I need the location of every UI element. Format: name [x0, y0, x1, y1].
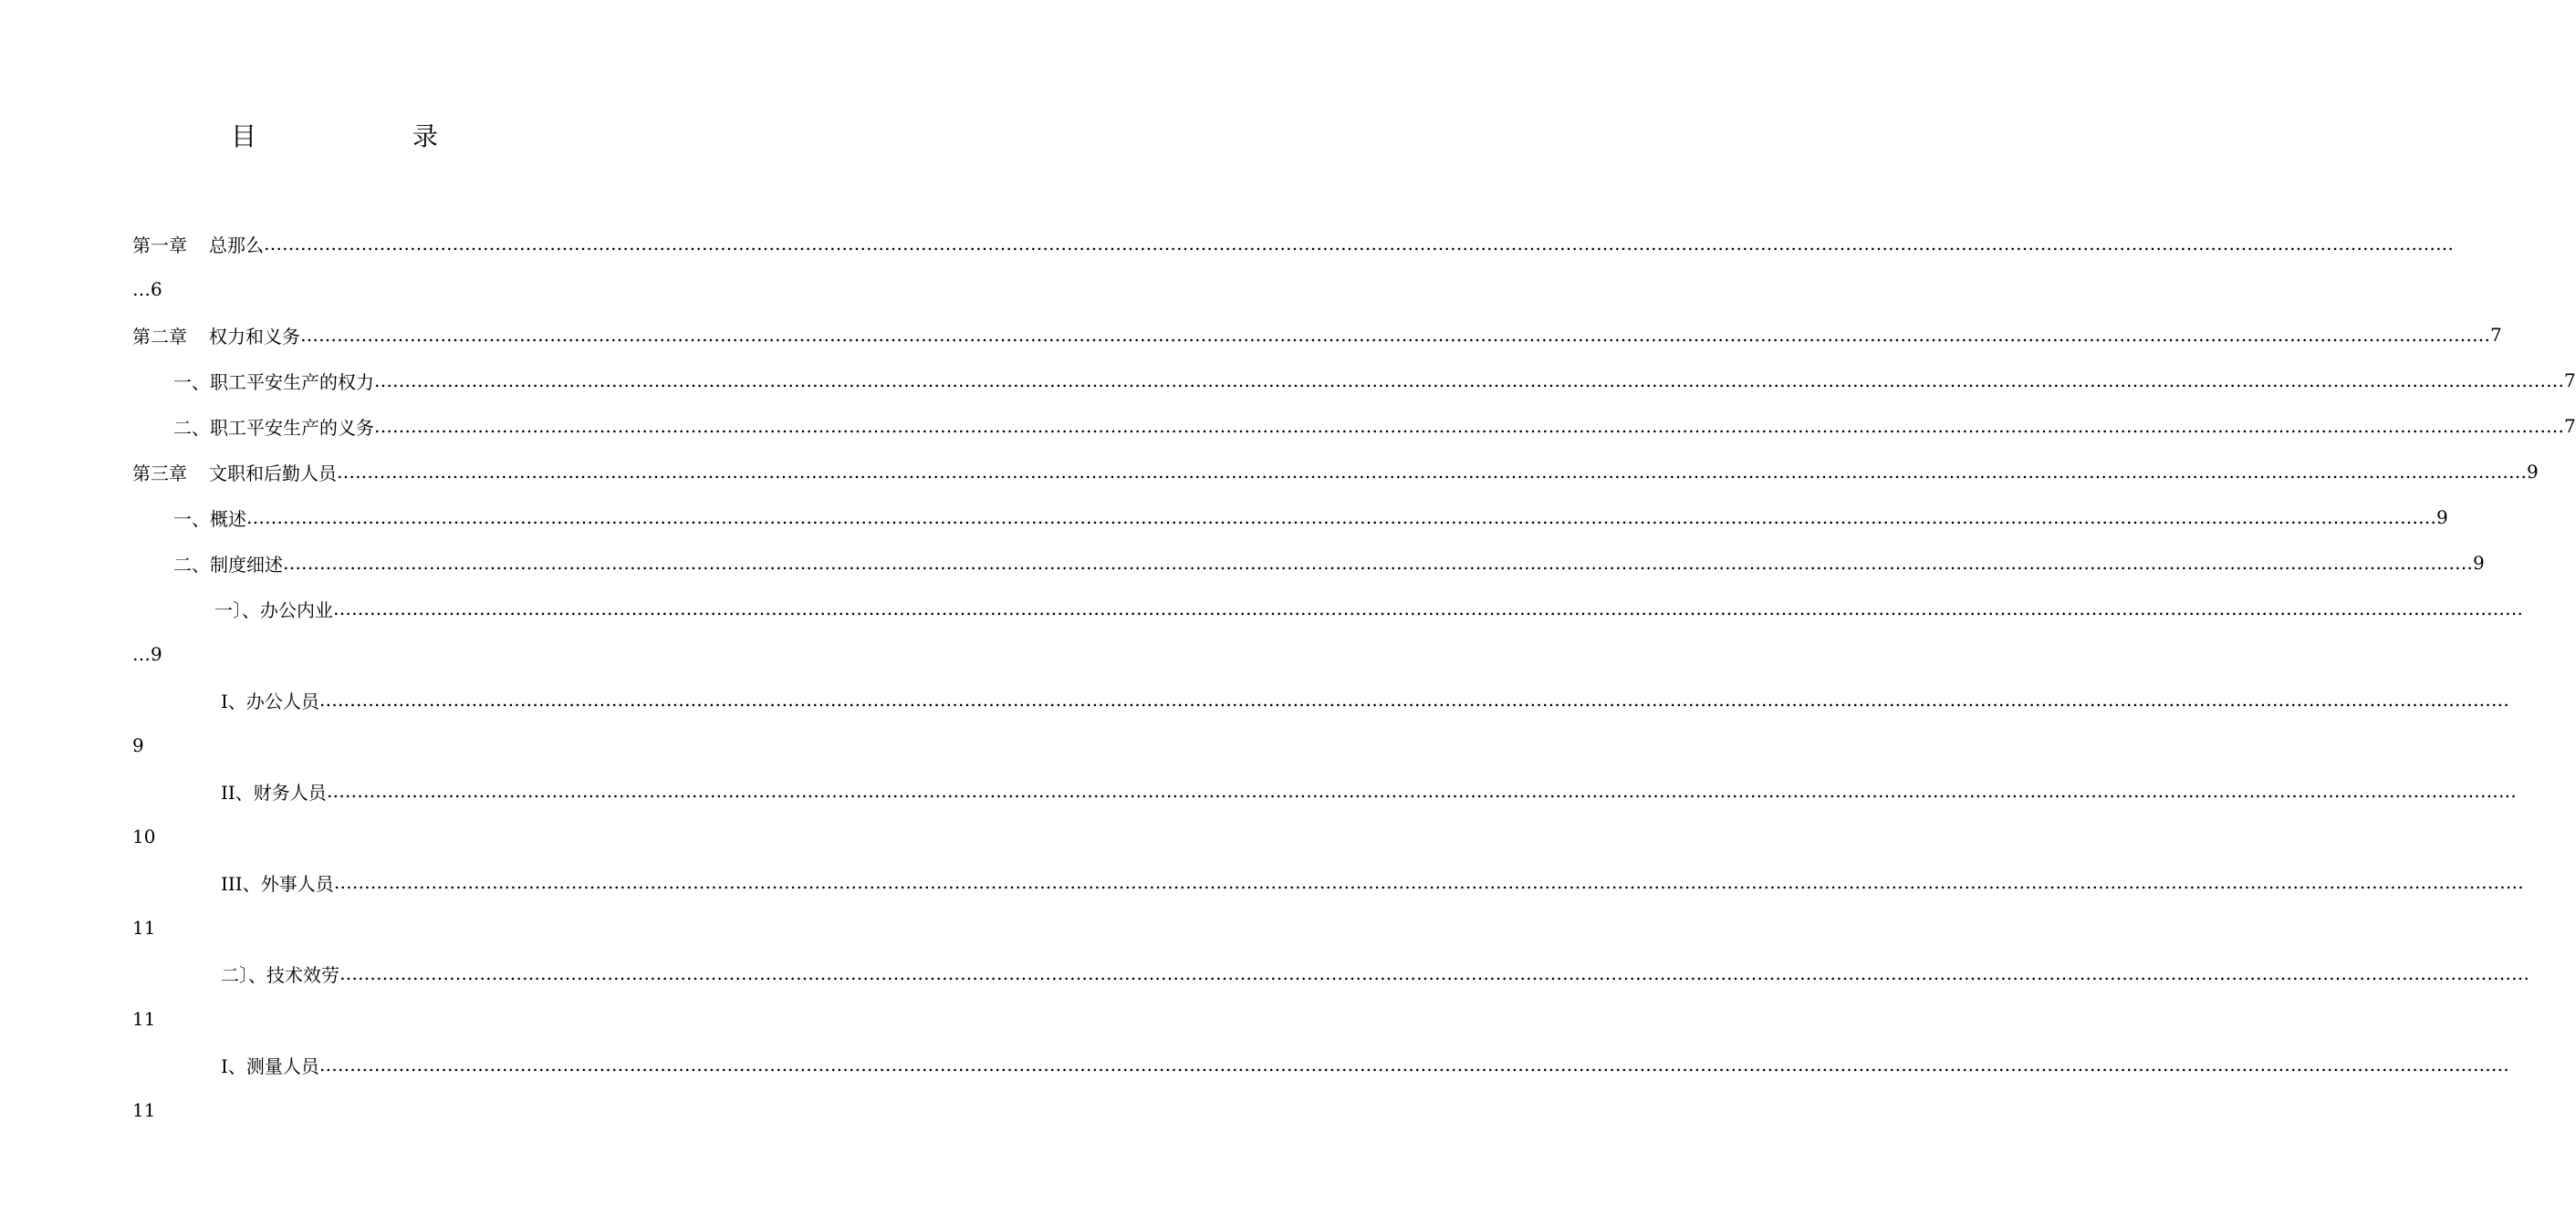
- toc-continuation-line: [132, 722, 735, 768]
- toc-dot-leader: ………………………………………………………………………………………………………………………………………………………………………………………………………………………………………………………………………………………………………………………………: [264, 233, 2454, 255]
- toc-page-number: 7: [2564, 415, 2576, 437]
- toc-continuation-line: [132, 266, 735, 312]
- toc-page-number: 11: [132, 1008, 156, 1030]
- toc-entry: [132, 1042, 2509, 1087]
- toc-chapter-number: 第一章: [132, 234, 187, 256]
- toc-entry-title: 一、概述: [173, 507, 246, 530]
- toc-continuation-line: [132, 814, 735, 859]
- toc-entry-title: II、财务人员: [221, 781, 327, 804]
- toc-dot-leader: ………………………………………………………………………………………………………………………………………………………………………………………………………………………………………………………………………………………………………………………………: [326, 780, 2517, 802]
- toc-page-number: 7: [2490, 324, 2502, 346]
- toc-entry-title: 权力和义务: [209, 325, 300, 348]
- toc-chapter-number: 第三章: [132, 462, 187, 484]
- toc-dot-leader: ………………………………………………………………………………………………………………………………………………………………………………………………………………………………………………………………………………………………………………………………: [246, 506, 2436, 528]
- toc-dot-leader: ………………………………………………………………………………………………………………………………………………………………………………………………………………………………………………………………………………………………………………………………: [374, 369, 2564, 391]
- toc-entry: [132, 358, 2576, 403]
- toc-dot-leader: ………………………………………………………………………………………………………………………………………………………………………………………………………………………………………………………………………………………………………………………………: [333, 871, 2524, 893]
- toc-dot-leader: ………………………………………………………………………………………………………………………………………………………………………………………………………………………………………………………………………………………………………………………………: [318, 1054, 2509, 1075]
- toc-dot-leader: ………………………………………………………………………………………………………………………………………………………………………………………………………………………………………………………………………………………………………………………………: [333, 597, 2523, 619]
- toc-continuation-line: [132, 996, 735, 1042]
- toc-dot-leader: ………………………………………………………………………………………………………………………………………………………………………………………………………………………………………………………………………………………………………………………………: [318, 689, 2509, 711]
- toc-entry-title: 一、职工平安生产的权力: [173, 370, 374, 393]
- toc-entry: [132, 221, 2454, 266]
- toc-entry-title: 二〕、技术效劳: [221, 963, 339, 986]
- toc-title-left: 目: [231, 121, 257, 151]
- toc-chapter-number: 第二章: [132, 325, 187, 348]
- toc-entry-title: 一〕、办公内业: [214, 598, 333, 621]
- toc-entry-title: I、测量人员: [221, 1055, 319, 1077]
- toc-entry: [132, 951, 2529, 996]
- toc-entry: [132, 768, 2517, 814]
- toc-page-number: 7: [2564, 369, 2576, 391]
- toc-entry: [132, 403, 2576, 449]
- toc-page-number: 9: [2473, 552, 2485, 574]
- toc-entry-title: III、外事人员: [221, 872, 334, 895]
- toc-entry-title: 二、职工平安生产的义务: [173, 416, 374, 439]
- toc-entry: [132, 859, 2524, 905]
- toc-page-number: …6: [132, 278, 162, 300]
- toc-dot-leader: ………………………………………………………………………………………………………………………………………………………………………………………………………………………………………………………………………………………………………………………………: [300, 324, 2490, 346]
- toc-entry: [132, 494, 2448, 540]
- toc-page-number: 9: [132, 734, 144, 756]
- toc-dot-leader: ………………………………………………………………………………………………………………………………………………………………………………………………………………………………………………………………………………………………………………………………: [339, 962, 2529, 984]
- toc-entry-title: 总那么: [209, 234, 264, 256]
- toc-entry-title: 二、制度细述: [173, 553, 283, 576]
- toc-continuation-line: [132, 1087, 735, 1133]
- toc-continuation-line: [132, 905, 735, 951]
- toc-continuation-line: [132, 631, 735, 677]
- toc-entry: [132, 677, 2509, 722]
- toc-dot-leader: ………………………………………………………………………………………………………………………………………………………………………………………………………………………………………………………………………………………………………………………………: [337, 461, 2527, 483]
- toc-page-number: 10: [132, 826, 156, 847]
- table-of-contents: [132, 221, 2576, 1133]
- toc-entry-title: 文职和后勤人员: [209, 462, 337, 484]
- toc-page-number: 11: [132, 1099, 156, 1121]
- toc-entry: [132, 586, 2523, 631]
- toc-entry-title: I、办公人员: [221, 690, 319, 712]
- toc-page-number: 9: [2527, 461, 2539, 483]
- toc-title-right: 录: [412, 121, 439, 151]
- toc-entry: [132, 449, 2539, 494]
- toc-entry: [132, 540, 2485, 586]
- toc-dot-leader: ………………………………………………………………………………………………………………………………………………………………………………………………………………………………………………………………………………………………………………………………: [374, 415, 2564, 437]
- toc-page-number: 9: [2436, 506, 2448, 528]
- toc-entry: [132, 312, 2502, 358]
- toc-page-number: …9: [132, 643, 162, 665]
- toc-dot-leader: ………………………………………………………………………………………………………………………………………………………………………………………………………………………………………………………………………………………………………………………………: [283, 552, 2473, 574]
- toc-page-number: 11: [132, 917, 156, 939]
